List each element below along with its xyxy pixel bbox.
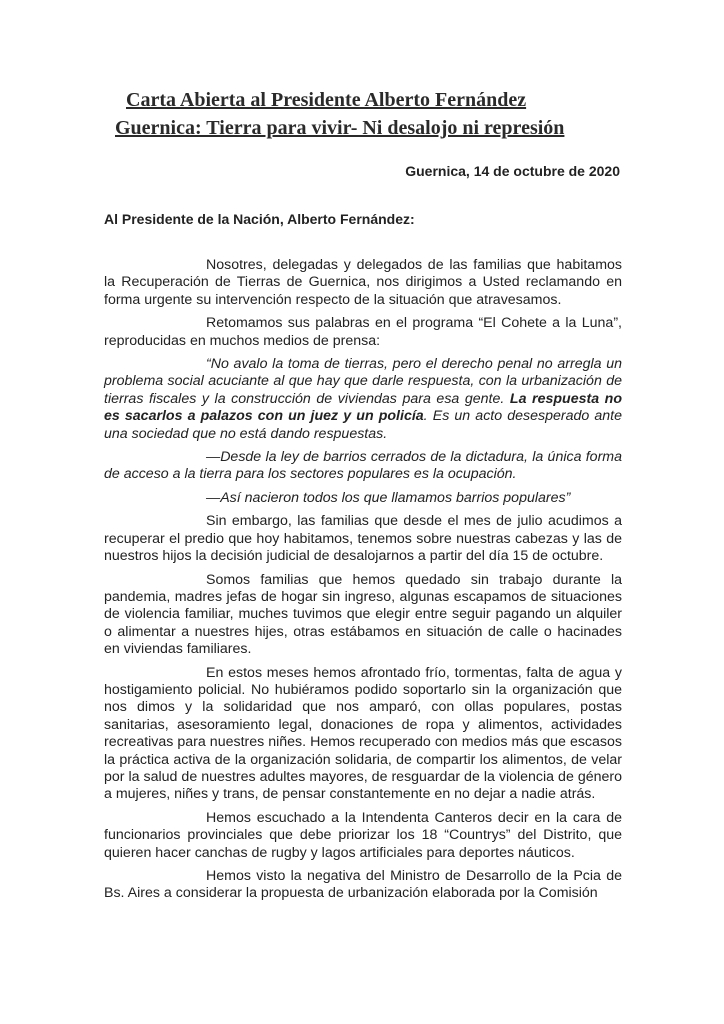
quote-text: “No avalo la toma de tierras, pero el derecho penal no arregla un problema social acuciante al que hay que darle respuesta, con la urbanización de tierras fiscales y la construcción de viviendas para esa gente.	[104, 356, 622, 407]
paragraph-1: Nosotres, delegadas y delegados de las familias que habitamos la Recuperación de Tierras de Guernica, nos dirigimos a Usted reclamando en forma urgente su intervención respecto de la situación que atravesamos.	[104, 257, 622, 308]
quote-paragraph-1	[104, 356, 622, 443]
paragraph-5: En estos meses hemos afrontado frío, tormentas, falta de agua y hostigamiento policial. No hubiéramos podido soportarlo sin la organización que nos dimos y la solidaridad que nos amparó, con ollas populares, postas sanitarias, asesoramiento legal, donaciones de ropa y alimentos, actividades recreativas para nuestres niñes. Hemos recuperado con medios más que escasos la práctica activa de la organización solidaria, de compartir los alimentos, de velar por la salud de nuestres adultes mayores, de resguardar de la violencia de género a mujeres, niñes y trans, de pensar constantemente en no dejar a nadie atrás.	[104, 664, 622, 803]
salutation: Al Presidente de la Nación, Alberto Fernández:	[104, 211, 415, 227]
paragraph-6: Hemos escuchado a la Intendenta Canteros decir en la cara de funcionarios provinciales que debe priorizar los 18 “Countrys” del Distrito, que quieren hacer canchas de rugby y lagos artificiales para deportes náuticos.	[104, 809, 622, 861]
paragraph-4: Somos familias que hemos quedado sin trabajo durante la pandemia, madres jefas de hogar sin ingreso, algunas escapamos de situaciones de violencia familiar, muches tuvimos que elegir entre seguir pagando un alquiler o alimentar a nuestres hijes, otras estábamos en situación de calle o hacinades en viviendas familiares.	[104, 571, 622, 658]
paragraph-7: Hemos visto la negativa del Ministro de Desarrollo de la Pcia de Bs. Aires a considerar la propuesta de urbanización elaborada por la Comisión	[104, 868, 622, 902]
quote-emphasis: La respuesta no es sacarlos a palazos con un juez y un policía	[104, 390, 622, 425]
dateline: Guernica, 14 de octubre de 2020	[405, 163, 620, 179]
letter-subtitle: Guernica: Tierra para vivir- Ni desalojo ni represión	[115, 117, 565, 139]
letter-body	[104, 257, 622, 909]
paragraph-3: Sin embargo, las familias que desde el mes de julio acudimos a recuperar el predio que hoy habitamos, tenemos sobre nuestras cabezas y las de nuestros hijos la decisión judicial de desalojarnos a partir del día 15 de octubre.	[104, 513, 622, 565]
letter-title: Carta Abierta al Presidente Alberto Fernández	[126, 89, 527, 111]
paragraph-2: Retomamos sus palabras en el programa “El Cohete a la Luna”, reproducidas en muchos medios de prensa:	[104, 315, 622, 349]
quote-paragraph-3: —Así nacieron todos los que llamamos barrios populares”	[206, 489, 571, 506]
quote-text-end: . Es un acto desesperado ante una sociedad que no está dando respuestas.	[104, 408, 623, 442]
quote-paragraph-2: —Desde la ley de barrios cerrados de la dictadura, la única forma de acceso a la tierra para los sectores populares es la ocupación.	[104, 449, 622, 483]
